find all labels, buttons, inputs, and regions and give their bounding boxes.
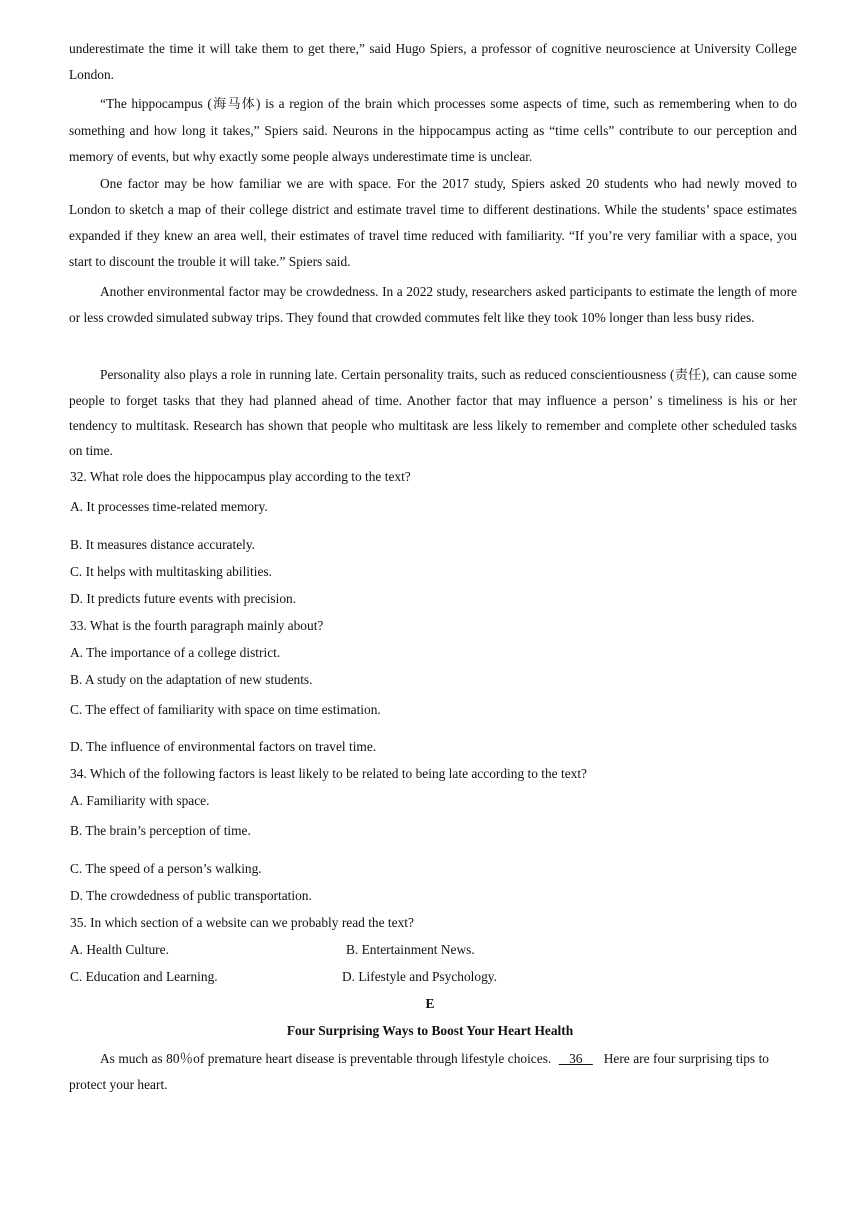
- question-stem: 32. What role does the hippocampus play according to the text?: [70, 469, 411, 484]
- section-letter: E: [425, 996, 435, 1011]
- answer-option: C. The effect of familiarity with space on time estimation.: [70, 702, 381, 717]
- question-stem: 34. Which of the following factors is least likely to be related to being late according to the text?: [70, 766, 587, 781]
- passage-paragraph: Another environmental factor may be crowdedness. In a 2022 study, researchers asked participants to estimate the length of more or less crowded simulated subway trips. They found that crowded commutes felt like they took 10% longer than less busy rides.: [69, 284, 797, 325]
- answer-option: A. It processes time-related memory.: [70, 499, 268, 514]
- chinese-gloss: 海马体: [211, 97, 257, 112]
- question-stem: 35. In which section of a website can we probably read the text?: [70, 915, 414, 930]
- answer-option: D. It predicts future events with precision.: [70, 591, 297, 606]
- answer-option: C. Education and Learning.: [70, 969, 218, 984]
- answer-option: B. Entertainment News.: [346, 942, 475, 957]
- paragraph-text: As much as 80％of premature heart disease is preventable through lifestyle choices.: [100, 1051, 552, 1066]
- blank-number: 36: [569, 1051, 583, 1066]
- answer-option: B. A study on the adaptation of new students.: [70, 672, 313, 687]
- answer-option: C. The speed of a person’s walking.: [70, 861, 262, 876]
- passage-paragraph: underestimate the time it will take them to get there,” said Hugo Spiers, a professor of cognitive neuroscience at University College London.: [69, 41, 797, 82]
- paragraph-text: “The hippocampus (海马体) is a region of the brain which processes some aspects of time, such as remembering when to do something and how long it takes,” Spiers said. Neurons in the hippocampus acting as “time cells” contribute to our perception and memory of events, but why exactly some people always underestimate time is unclear.: [69, 96, 798, 164]
- blank-36[interactable]: [555, 1051, 597, 1066]
- answer-option: B. The brain’s perception of time.: [70, 823, 251, 838]
- answer-option: A. Health Culture.: [70, 942, 169, 957]
- answer-option: A. The importance of a college district.: [70, 645, 281, 660]
- question-stem: 33. What is the fourth paragraph mainly about?: [70, 618, 324, 633]
- answer-option: D. The influence of environmental factors on travel time.: [70, 739, 377, 754]
- answer-option: D. Lifestyle and Psychology.: [342, 969, 497, 984]
- passage-title: Four Surprising Ways to Boost Your Heart Health: [286, 1023, 574, 1038]
- answer-option: D. The crowdedness of public transportation.: [70, 888, 312, 903]
- passage-paragraph: [69, 1046, 769, 1098]
- answer-option: A. Familiarity with space.: [70, 793, 210, 808]
- passage-paragraph: One factor may be how familiar we are with space. For the 2017 study, Spiers asked 20 students who had newly moved to London to sketch a map of their college district and estimate travel time to different destinations. While the students’ space estimates expanded if they knew an area well, their estimates of travel time reduced with familiarity. “If you’re very familiar with a space, you start to discount the trouble it will take.” Spiers said.: [69, 176, 797, 269]
- chinese-gloss: 责任: [674, 368, 702, 383]
- paragraph-text: Personality also plays a role in running late. Certain personality traits, such as reduced conscientiousness (责任), can cause some people to forget tasks that they had planned ahead of time. Another factor that may influence a person’ s timeliness is his or her tendency to multitask. Research has shown that people who multitask are less likely to remember and complete other scheduled tasks on time.: [69, 367, 797, 458]
- answer-option: B. It measures distance accurately.: [70, 537, 256, 552]
- paragraph-text: Here are four surprising tips to protect your heart.: [69, 1051, 769, 1092]
- passage-paragraph: [69, 91, 797, 170]
- answer-option: C. It helps with multitasking abilities.: [70, 564, 272, 579]
- passage-paragraph: [69, 362, 797, 463]
